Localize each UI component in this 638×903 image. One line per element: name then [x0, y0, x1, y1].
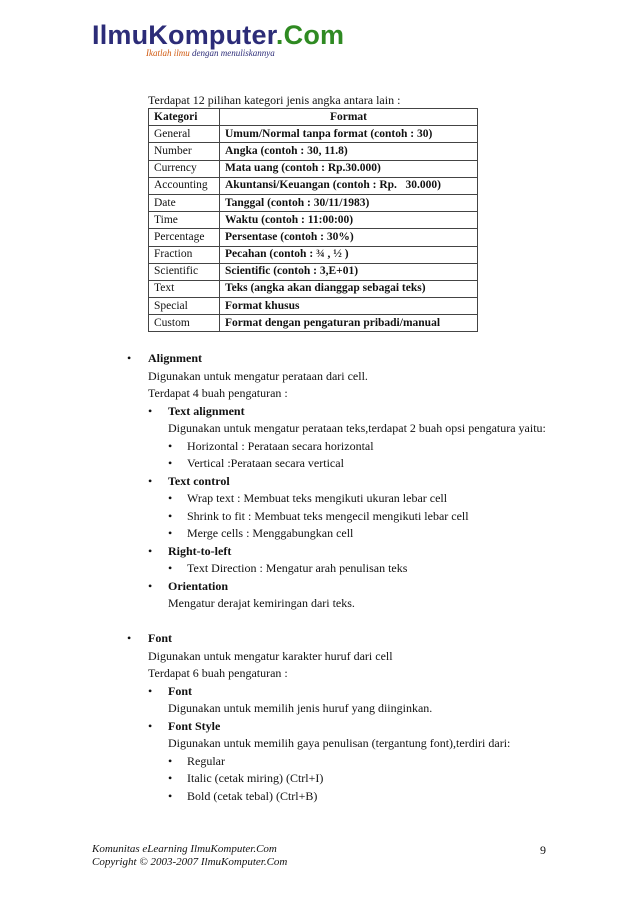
- table-row: [149, 298, 478, 315]
- footer-line-1: Komunitas eLearning IlmuKomputer.Com: [92, 843, 277, 855]
- cell-format: Scientific (contoh : 3,E+01): [220, 263, 478, 280]
- table-row: [149, 143, 478, 160]
- bullet-icon: •: [168, 753, 173, 768]
- font-style-title: Font Style: [168, 718, 221, 733]
- header-kategori: Kategori: [149, 109, 220, 126]
- logo-part-2: .Com: [275, 20, 345, 50]
- font-title: Font: [148, 631, 172, 645]
- bullet-icon: •: [168, 561, 173, 575]
- alignment-count: Terdapat 4 buah pengaturan :: [148, 386, 288, 400]
- table-row: [149, 280, 478, 297]
- intro-text: Terdapat 12 pilihan kategori jenis angka antara lain :: [148, 93, 401, 107]
- cell-category: Scientific: [149, 263, 220, 280]
- bullet-icon: •: [148, 683, 153, 698]
- table-row: [149, 229, 478, 246]
- cell-format: Akuntansi/Keuangan (contoh : Rp. 30.000): [220, 177, 478, 194]
- logo-tagline-a: Ikatlah ilmu: [146, 48, 190, 58]
- font-sub-desc: Digunakan untuk memilih jenis huruf yang diinginkan.: [168, 701, 433, 715]
- orientation-desc: Mengatur derajat kemiringan dari teks.: [168, 596, 355, 610]
- font-count: Terdapat 6 buah pengaturan :: [148, 666, 288, 680]
- cell-category: Text: [149, 280, 220, 297]
- bullet-icon: •: [168, 508, 173, 523]
- cell-format: Tanggal (contoh : 30/11/1983): [220, 194, 478, 211]
- cell-category: Time: [149, 212, 220, 229]
- text-control-title: Text control: [168, 473, 230, 488]
- bullet-icon: •: [127, 631, 132, 645]
- list-item: Wrap text : Membuat teks mengikuti ukuran lebar cell: [187, 491, 448, 505]
- text-alignment-desc: Digunakan untuk mengatur perataan teks,terdapat 2 buah opsi pengatura yaitu:: [168, 421, 546, 435]
- bullet-icon: •: [148, 473, 153, 488]
- header-format: Format: [220, 109, 478, 126]
- bullet-icon: •: [168, 771, 173, 785]
- page-footer: [92, 843, 287, 869]
- list-item: Italic (cetak miring) (Ctrl+I): [187, 771, 324, 785]
- table-row: [149, 315, 478, 332]
- bullet-icon: •: [148, 403, 153, 418]
- cell-format: Teks (angka akan dianggap sebagai teks): [220, 280, 478, 297]
- table-row: [149, 194, 478, 211]
- alignment-desc: Digunakan untuk mengatur perataan dari cell.: [148, 368, 368, 383]
- table-row: [149, 246, 478, 263]
- cell-category: Fraction: [149, 246, 220, 263]
- table-header-row: [149, 109, 478, 126]
- cell-format: Waktu (contoh : 11:00:00): [220, 212, 478, 229]
- bullet-icon: •: [148, 543, 153, 558]
- cell-category: Currency: [149, 160, 220, 177]
- footer-line-2: Copyright © 2003-2007 IlmuKomputer.Com: [92, 856, 288, 868]
- table-row: [149, 126, 478, 143]
- cell-format: Format khusus: [220, 298, 478, 315]
- list-item: Merge cells : Menggabungkan cell: [187, 526, 354, 540]
- bullet-icon: •: [168, 438, 173, 453]
- page-number: 9: [540, 843, 546, 857]
- table-row: [149, 160, 478, 177]
- bullet-icon: •: [168, 456, 173, 470]
- cell-format: Pecahan (contoh : ¾ , ½ ): [220, 246, 478, 263]
- list-item: Text Direction : Mengatur arah penulisan teks: [187, 561, 408, 575]
- list-item: Regular: [187, 753, 225, 768]
- category-table: [148, 108, 478, 332]
- cell-category: Date: [149, 194, 220, 211]
- cell-format: Persentase (contoh : 30%): [220, 229, 478, 246]
- cell-format: Mata uang (contoh : Rp.30.000): [220, 160, 478, 177]
- orientation-title: Orientation: [168, 578, 228, 593]
- list-item: Vertical :Perataan secara vertical: [187, 456, 344, 470]
- alignment-title: Alignment: [148, 351, 202, 365]
- cell-format: Format dengan pengaturan pribadi/manual: [220, 315, 478, 332]
- table-row: [149, 212, 478, 229]
- cell-category: General: [149, 126, 220, 143]
- cell-category: Custom: [149, 315, 220, 332]
- logo-part-1: IlmuKomputer: [92, 20, 276, 50]
- bullet-icon: •: [168, 491, 173, 505]
- rtl-title: Right-to-left: [168, 543, 232, 558]
- site-logo: [92, 20, 344, 58]
- font-style-desc: Digunakan untuk memilih gaya penulisan (tergantung font),terdiri dari:: [168, 736, 511, 750]
- bullet-icon: •: [168, 526, 173, 540]
- cell-category: Accounting: [149, 177, 220, 194]
- cell-format: Angka (contoh : 30, 11.8): [220, 143, 478, 160]
- list-item: Horizontal : Perataan secara horizontal: [187, 438, 374, 453]
- list-item: Bold (cetak tebal) (Ctrl+B): [187, 788, 318, 803]
- bullet-icon: •: [148, 578, 153, 593]
- font-desc: Digunakan untuk mengatur karakter huruf dari cell: [148, 648, 393, 663]
- table-row: [149, 263, 478, 280]
- bullet-icon: •: [127, 351, 132, 365]
- cell-format: Umum/Normal tanpa format (contoh : 30): [220, 126, 478, 143]
- logo-tagline-b: dengan menuliskannya: [192, 48, 275, 58]
- bullet-icon: •: [168, 788, 173, 803]
- font-sub-title: Font: [168, 683, 192, 698]
- cell-category: Number: [149, 143, 220, 160]
- cell-category: Percentage: [149, 229, 220, 246]
- list-item: Shrink to fit : Membuat teks mengecil mengikuti lebar cell: [187, 508, 469, 523]
- table-row: [149, 177, 478, 194]
- cell-category: Special: [149, 298, 220, 315]
- bullet-icon: •: [148, 718, 153, 733]
- logo-title: [92, 20, 344, 50]
- text-alignment-title: Text alignment: [168, 403, 245, 418]
